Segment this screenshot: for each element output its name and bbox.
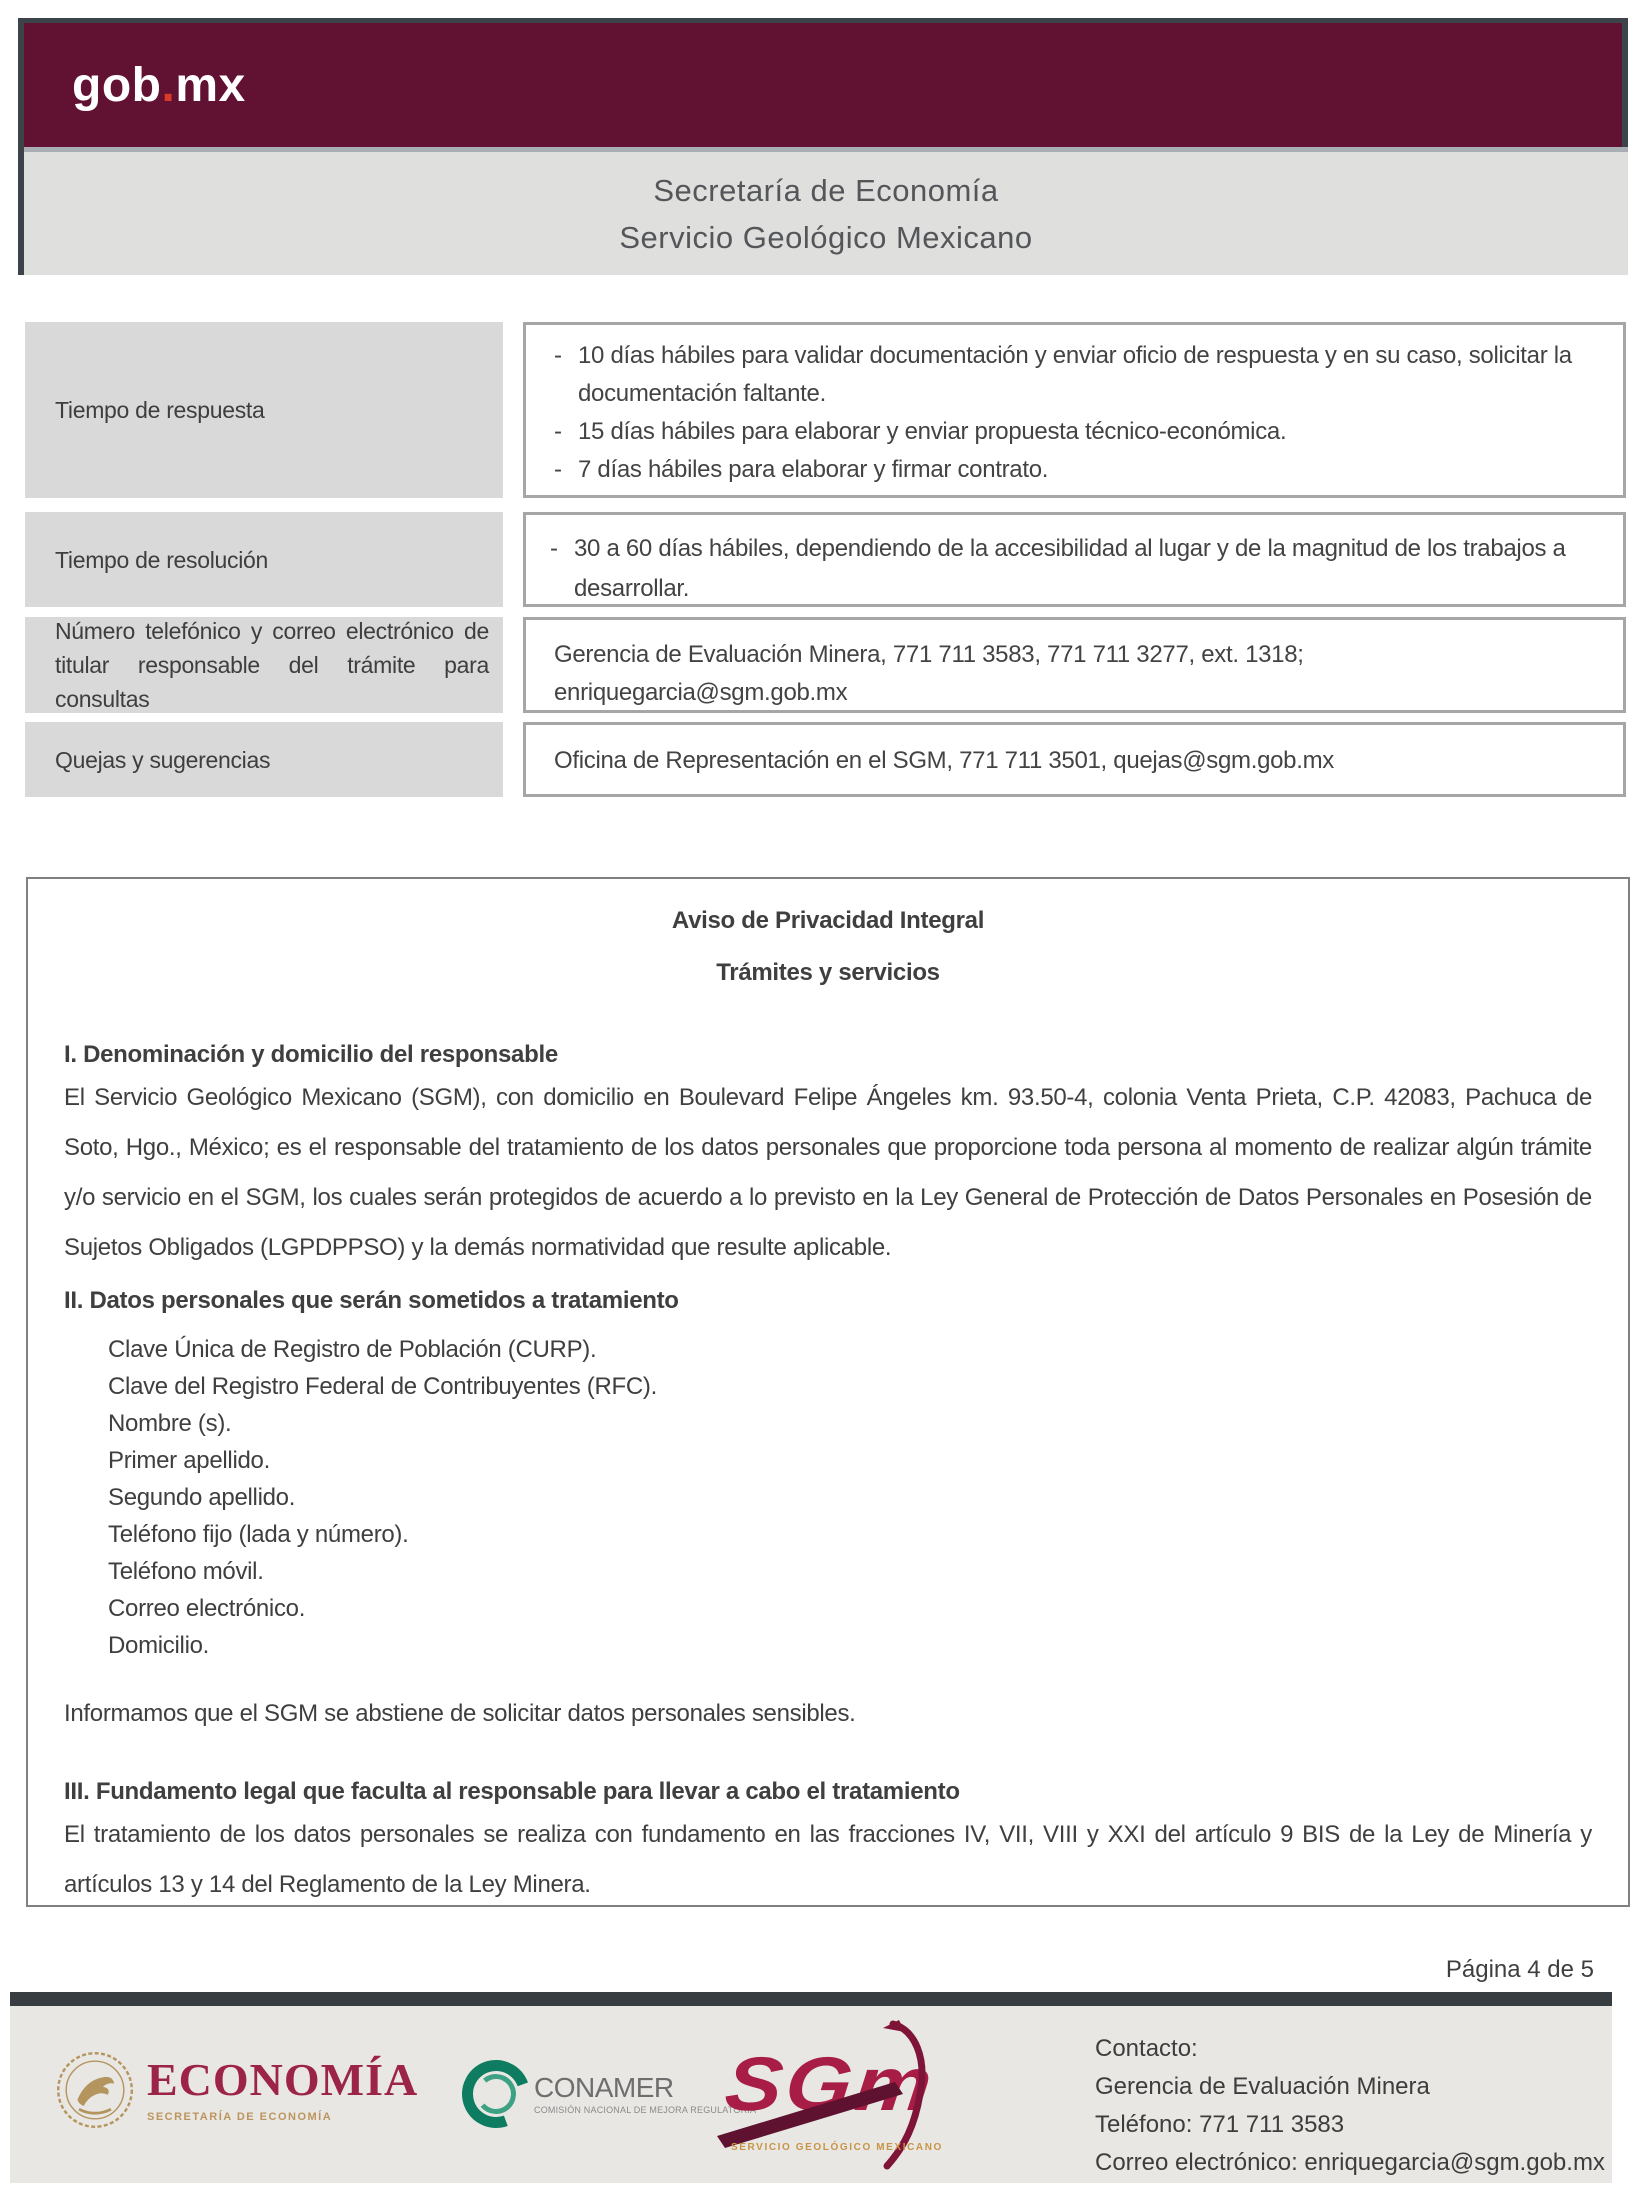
page-footer (10, 1992, 1612, 2183)
row-label (25, 322, 503, 498)
quejas-value-text: Oficina de Representación en el SGM, 771 711 3501, quejas@sgm.gob.mx (554, 747, 1334, 774)
privacy-note: Informamos que el SGM se abstiene de solicitar datos personales sensibles. (64, 1700, 856, 1727)
gobmx-logo (24, 58, 246, 113)
contact-phone-line: Gerencia de Evaluación Minera, 771 711 3583, 771 711 3277, ext. 1318; (554, 641, 1304, 668)
list-item: Correo electrónico. (108, 1595, 306, 1622)
dash-marker: - (550, 535, 558, 562)
row-label-text: Quejas y sugerencias (55, 746, 271, 773)
contact-email: Correo electrónico: enriquegarcia@sgm.gob.mx (1095, 2149, 1605, 2176)
gobmx-header (18, 18, 1628, 275)
conamer-ring-icon (451, 2049, 541, 2139)
economia-logo (55, 2046, 418, 2134)
department-bar (24, 152, 1628, 275)
economia-subtitle: SECRETARÍA DE ECONOMÍA (147, 2111, 333, 2123)
list-item (554, 413, 1595, 451)
contact-email-line: enriquegarcia@sgm.gob.mx (554, 679, 848, 706)
table-row-tiempo-respuesta (25, 322, 1626, 498)
row-value (523, 512, 1626, 607)
list-item: Clave Única de Registro de Población (CURP). (108, 1336, 597, 1363)
sgm-logo (715, 2018, 960, 2173)
gobmx-logo-gob: gob (72, 58, 162, 112)
row-value (523, 617, 1626, 713)
privacy-data-list (108, 1331, 1592, 1664)
privacy-section1-body: El Servicio Geológico Mexicano (SGM), con domicilio en Boulevard Felipe Ángeles km. 93.50-4, colonia Venta Prieta, C.P. 42083, Pachuca de Soto, Hgo., México; es el responsable del tratamiento de los datos personales que proporcione toda persona al momento de realizar algún trámite y/o servicio en el SGM, los cuales serán protegidos de acuerdo a lo previsto en la Ley General de Protección de Datos Personales en Posesión de Sujetos Obligados (LGPDPPSO) y la demás normatividad que resulte aplicable. (64, 1084, 1592, 1261)
info-table (25, 322, 1626, 797)
privacy-section3-body: El tratamiento de los datos personales se realiza con fundamento en las fracciones IV, VII, VIII y XXI del artículo 9 BIS de la Ley de Minería y artículos 13 y 14 del Reglamento de la Ley Minera. (64, 1821, 1592, 1898)
list-item (554, 337, 1595, 413)
sgm-subtitle: SERVICIO GEOLÓGICO MEXICANO (731, 2142, 943, 2153)
list-item-text: 30 a 60 días hábiles, dependiendo de la accesibilidad al lugar y de la magnitud de los trabajos a desarrollar. (574, 535, 1566, 602)
row-label-text: Tiempo de resolución (55, 546, 269, 573)
gobmx-logo-mx: mx (175, 58, 246, 112)
row-value (523, 722, 1626, 797)
footer-body (10, 2006, 1612, 2183)
economia-name: ECONOMÍA (147, 2054, 419, 2105)
table-row-contacto-titular (25, 617, 1626, 713)
page-number: Página 4 de 5 (1445, 1956, 1594, 1983)
row-value (523, 322, 1626, 498)
list-item: Teléfono móvil. (108, 1558, 264, 1585)
dash-marker: - (554, 418, 562, 445)
list-item-text: 7 días hábiles para elaborar y firmar contrato. (578, 456, 1049, 483)
list-item-text: 10 días hábiles para validar documentación y enviar oficio de respuesta y en su caso, solicitar la documentación faltante. (578, 342, 1572, 407)
dash-marker: - (554, 456, 562, 483)
table-row-tiempo-resolucion (25, 512, 1626, 607)
privacy-subtitle: Trámites y servicios (716, 959, 940, 986)
list-item: Primer apellido. (108, 1447, 270, 1474)
list-item (554, 451, 1595, 489)
economia-wordmark (147, 2054, 419, 2123)
contact-office: Gerencia de Evaluación Minera (1095, 2073, 1430, 2100)
conamer-subtitle: COMISIÓN NACIONAL DE MEJORA REGULATORIA (534, 2105, 757, 2115)
department-name: Secretaría de Economía (653, 173, 999, 208)
privacy-section2-heading: II. Datos personales que serán sometidos a tratamiento (64, 1287, 679, 1314)
gobmx-logo-dot: . (161, 58, 176, 112)
list-item: Domicilio. (108, 1632, 210, 1659)
row-label-text: Tiempo de respuesta (55, 397, 265, 423)
privacy-section1-heading: I. Denominación y domicilio del responsable (64, 1041, 558, 1068)
list-item: Segundo apellido. (108, 1484, 296, 1511)
row-label (25, 512, 503, 607)
privacy-notice-box (26, 877, 1630, 1907)
list-item: Clave del Registro Federal de Contribuyentes (RFC). (108, 1373, 657, 1400)
row-label-text: Número telefónico y correo electrónico de titular responsable del trámite para consultas (55, 618, 489, 712)
footer-contact-block (1095, 2030, 1605, 2182)
contact-heading: Contacto: (1095, 2035, 1198, 2062)
dash-marker: - (554, 342, 562, 369)
footer-top-bar (10, 1992, 1612, 2006)
list-item: Teléfono fijo (lada y número). (108, 1521, 409, 1548)
conamer-name: CONAMER (534, 2072, 674, 2103)
economia-seal-icon (55, 2046, 135, 2134)
conamer-logo (462, 2060, 756, 2128)
privacy-title: Aviso de Privacidad Integral (671, 907, 985, 934)
contact-phone: Teléfono: 771 711 3583 (1095, 2111, 1345, 2138)
agency-name: Servicio Geológico Mexicano (619, 220, 1033, 255)
table-row-quejas (25, 722, 1626, 797)
list-item: Nombre (s). (108, 1410, 232, 1437)
list-item-text: 15 días hábiles para elaborar y enviar propuesta técnico-económica. (578, 418, 1287, 445)
list-item (550, 529, 1599, 607)
gobmx-title-bar (24, 23, 1628, 147)
row-label (25, 722, 503, 797)
privacy-section3-heading: III. Fundamento legal que faculta al responsable para llevar a cabo el tratamiento (64, 1778, 960, 1805)
row-label (25, 617, 503, 713)
sgm-name: SGm (721, 2042, 940, 2127)
